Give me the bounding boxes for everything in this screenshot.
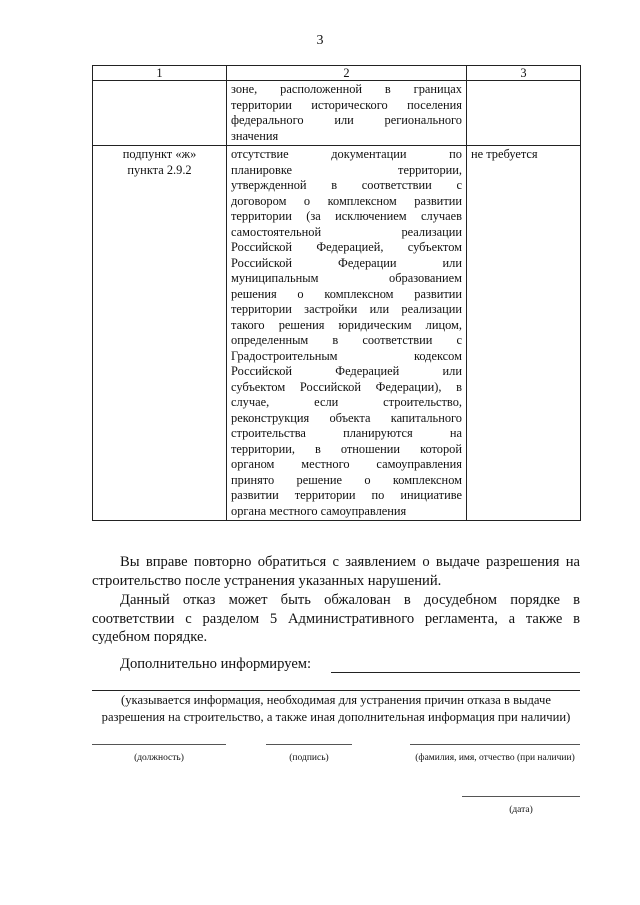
hint-line: (указывается информация, необходимая для устранения причин отказа в выдаче <box>121 693 551 707</box>
row2-text-line: договором о комплексном развитии <box>231 193 462 208</box>
row2-text-line: определенным в соответствии с <box>231 333 462 347</box>
header-cell-2: 2 <box>227 66 467 81</box>
hint-line: разрешения на строительство, а также иная дополнительная информация при наличии) <box>101 710 571 724</box>
row2-text-line: самостоятельной реализации <box>231 224 462 239</box>
row2-text-line: развитии территории по инициативе <box>231 488 462 502</box>
row2-text-line: Российской Федерацией или <box>231 364 462 378</box>
row2-text-line: территории застройки или реализации <box>231 302 462 316</box>
signature-line <box>266 744 352 745</box>
row2-reference-line: пункта 2.9.2 <box>127 162 192 177</box>
table-header-row <box>93 66 581 81</box>
row1-text-line: территории исторического поселения <box>231 97 462 112</box>
row2-text-line: принято решение о комплексном <box>231 472 462 487</box>
row2-text-line: утвержденной в соответствии с <box>231 178 462 192</box>
row2-text-line: муниципальным образованием <box>231 271 462 285</box>
row2-text-line: случае, если строительство, <box>231 395 462 409</box>
row2-text-line: реконструкция объекта капитального <box>231 410 462 425</box>
signature-label: (подпись) <box>289 753 329 763</box>
paragraph-reapply: Вы вправе повторно обратиться с заявлением о выдаче разрешения на строительство после устранения указанных нарушений. <box>92 554 580 589</box>
row1-text-line: федерального или регионального <box>231 113 462 127</box>
row2-text-line: органом местного самоуправления <box>231 457 462 471</box>
row1-col2 <box>227 81 467 146</box>
row2-reference-line: подпункт «ж» <box>122 147 197 161</box>
row2-text-line: Градостроительным кодексом <box>231 348 462 363</box>
row2-col2 <box>227 146 467 521</box>
additional-info-full-line <box>92 690 580 691</box>
row2-text-line: Российской Федерации или <box>231 255 462 270</box>
header-cell-1: 1 <box>93 66 227 81</box>
paragraph-appeal: Данный отказ может быть обжалован в досудебном порядке в соответствии с разделом 5 Административного регламента, а также в судебном порядке. <box>92 592 580 645</box>
row2-col1 <box>93 146 227 521</box>
additional-info-field-line <box>331 672 580 673</box>
table-row <box>93 146 581 521</box>
row1-col1 <box>93 81 227 146</box>
row1-col3 <box>467 81 581 146</box>
row2-text-line: планировке территории, <box>231 162 462 177</box>
row2-text-line: субъектом Российской Федерации), в <box>231 379 462 394</box>
name-signature-line <box>410 744 580 745</box>
refusal-reasons-table <box>92 65 581 521</box>
row2-text-line: территории, в отношении которой <box>231 441 462 456</box>
row1-text-line: зоне, расположенной в границах <box>231 82 462 96</box>
row2-col3: не требуется <box>467 146 581 521</box>
name-label: (фамилия, имя, отчество (при наличии) <box>415 753 575 763</box>
row2-text-line: решения о комплексном развитии <box>231 286 462 301</box>
additional-info-label: Дополнительно информируем: <box>120 656 312 672</box>
row2-text-line: отсутствие документации по <box>231 147 462 161</box>
date-line <box>462 796 580 797</box>
row2-text-line: Российской Федерацией, субъектом <box>231 240 462 254</box>
additional-info-hint <box>80 692 592 726</box>
row2-text-line: строительства планируются на <box>231 426 462 440</box>
date-label: (дата) <box>509 805 533 815</box>
row2-text-line: органа местного самоуправления <box>231 503 407 518</box>
position-label: (должность) <box>134 753 184 763</box>
header-cell-3: 3 <box>467 66 581 81</box>
row2-text-line: территории (за исключением случаев <box>231 209 462 223</box>
table-row <box>93 81 581 146</box>
row1-text-line: значения <box>231 128 279 143</box>
row2-text-line: такого решения юридическим лицом, <box>231 317 462 332</box>
page-number: 3 <box>316 33 324 48</box>
position-signature-line <box>92 744 226 745</box>
